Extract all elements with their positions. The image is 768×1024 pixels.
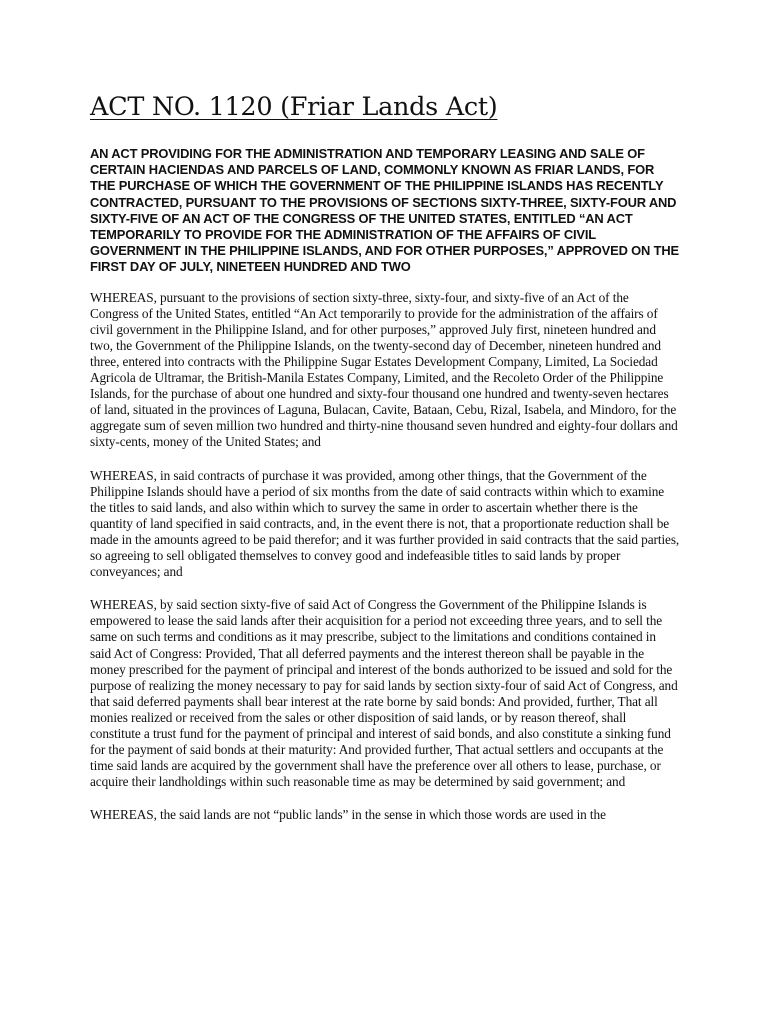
act-subtitle: AN ACT PROVIDING FOR THE ADMINISTRATION AND TEMPORARY LEASING AND SALE OF CERTAIN HACIENDAS AND PARCELS OF LAND, COMMONLY KNOWN AS FRIAR LANDS, FOR THE PURCHASE OF WHICH THE GOVERNMENT OF THE PHILIPPINE ISLANDS HAS RECENTLY CONTRACTED, PURSUANT TO THE PROVISIONS OF SECTIONS SIXTY-THREE, SIXTY-FOUR AND SIXTY-FIVE OF AN ACT OF THE CONGRESS OF THE UNITED STATES, ENTITLED “AN ACT TEMPORARILY TO PROVIDE FOR THE ADMINISTRATION OF THE AFFAIRS OF CIVIL GOVERNMENT IN THE PHILIPPINE ISLANDS, AND FOR OTHER PURPOSES,” APPROVED ON THE FIRST DAY OF JULY, NINETEEN HUNDRED AND TWO xyxy=(90,146,679,275)
document-page xyxy=(90,92,680,840)
paragraph-whereas-1: WHEREAS, pursuant to the provisions of section sixty-three, sixty-four, and sixty-five of an Act of the Congress of the United States, entitled “An Act temporarily to provide for the administration of the affairs of civil government in the Philippine Island, and for other purposes,” approved July first, nineteen hundred and two, the Government of the Philippine Islands, on the twenty-second day of December, nineteen hundred and three, entered into contracts with the Philippine Sugar Estates Development Company, Limited, La Sociedad Agricola de Ultramar, the British-Manila Estates Company, Limited, and the Recoleto Order of the Philippine Islands, for the purchase of about one hundred and sixty-four thousand one hundred and twenty-seven hectares of land, situated in the provinces of Laguna, Bulacan, Cavite, Bataan, Cebu, Rizal, Isabela, and Mindoro, for the aggregate sum of seven million two hundred and thirty-nine thousand seven hundred and eighty-four dollars and sixty-cents, money of the United States; and xyxy=(90,289,678,450)
paragraph-whereas-4: WHEREAS, the said lands are not “public lands” in the sense in which those words are used in the xyxy=(90,807,606,823)
document-title: ACT NO. 1120 (Friar Lands Act) xyxy=(90,92,498,122)
paragraph-whereas-2: WHEREAS, in said contracts of purchase it was provided, among other things, that the Government of the Philippine Islands should have a period of six months from the date of said contracts within which to examine the titles to said lands, and also within which to survey the same in order to ascertain whether there is the quantity of land specified in said contracts, and, in the event there is not, that a proportionate reduction shall be made in the amounts agreed to be paid therefor; and it was further provided in said contracts that the said parties, so agreeing to sell obligated themselves to convey good and indefeasible titles to said lands by proper conveyances; and xyxy=(90,467,680,580)
paragraph-whereas-3: WHEREAS, by said section sixty-five of said Act of Congress the Government of the Philippine Islands is empowered to lease the said lands after their acquisition for a period not exceeding three years, and to sell the same on such terms and conditions as it may prescribe, subject to the limitations and conditions contained in said Act of Congress: Provided, That all deferred payments and the interest thereon shall be payable in the money prescribed for the payment of principal and interest of the bonds authorized to be issued and sold for the purpose of realizing the money necessary to pay for said lands by section sixty-four of said Act of Congress, and that said deferred payments shall bear interest at the rate borne by said bonds: And provided, further, That all monies realized or received from the sales or other disposition of said lands, or by reason thereof, shall constitute a trust fund for the payment of principal and interest of said bonds, and also constitute a sinking fund for the payment of said bonds at their maturity: And provided further, That actual settlers and occupants at the time said lands are acquired by the government shall have the preference over all others to lease, purchase, or acquire their landholdings within such reasonable time as may be determined by said government; and xyxy=(90,597,678,790)
